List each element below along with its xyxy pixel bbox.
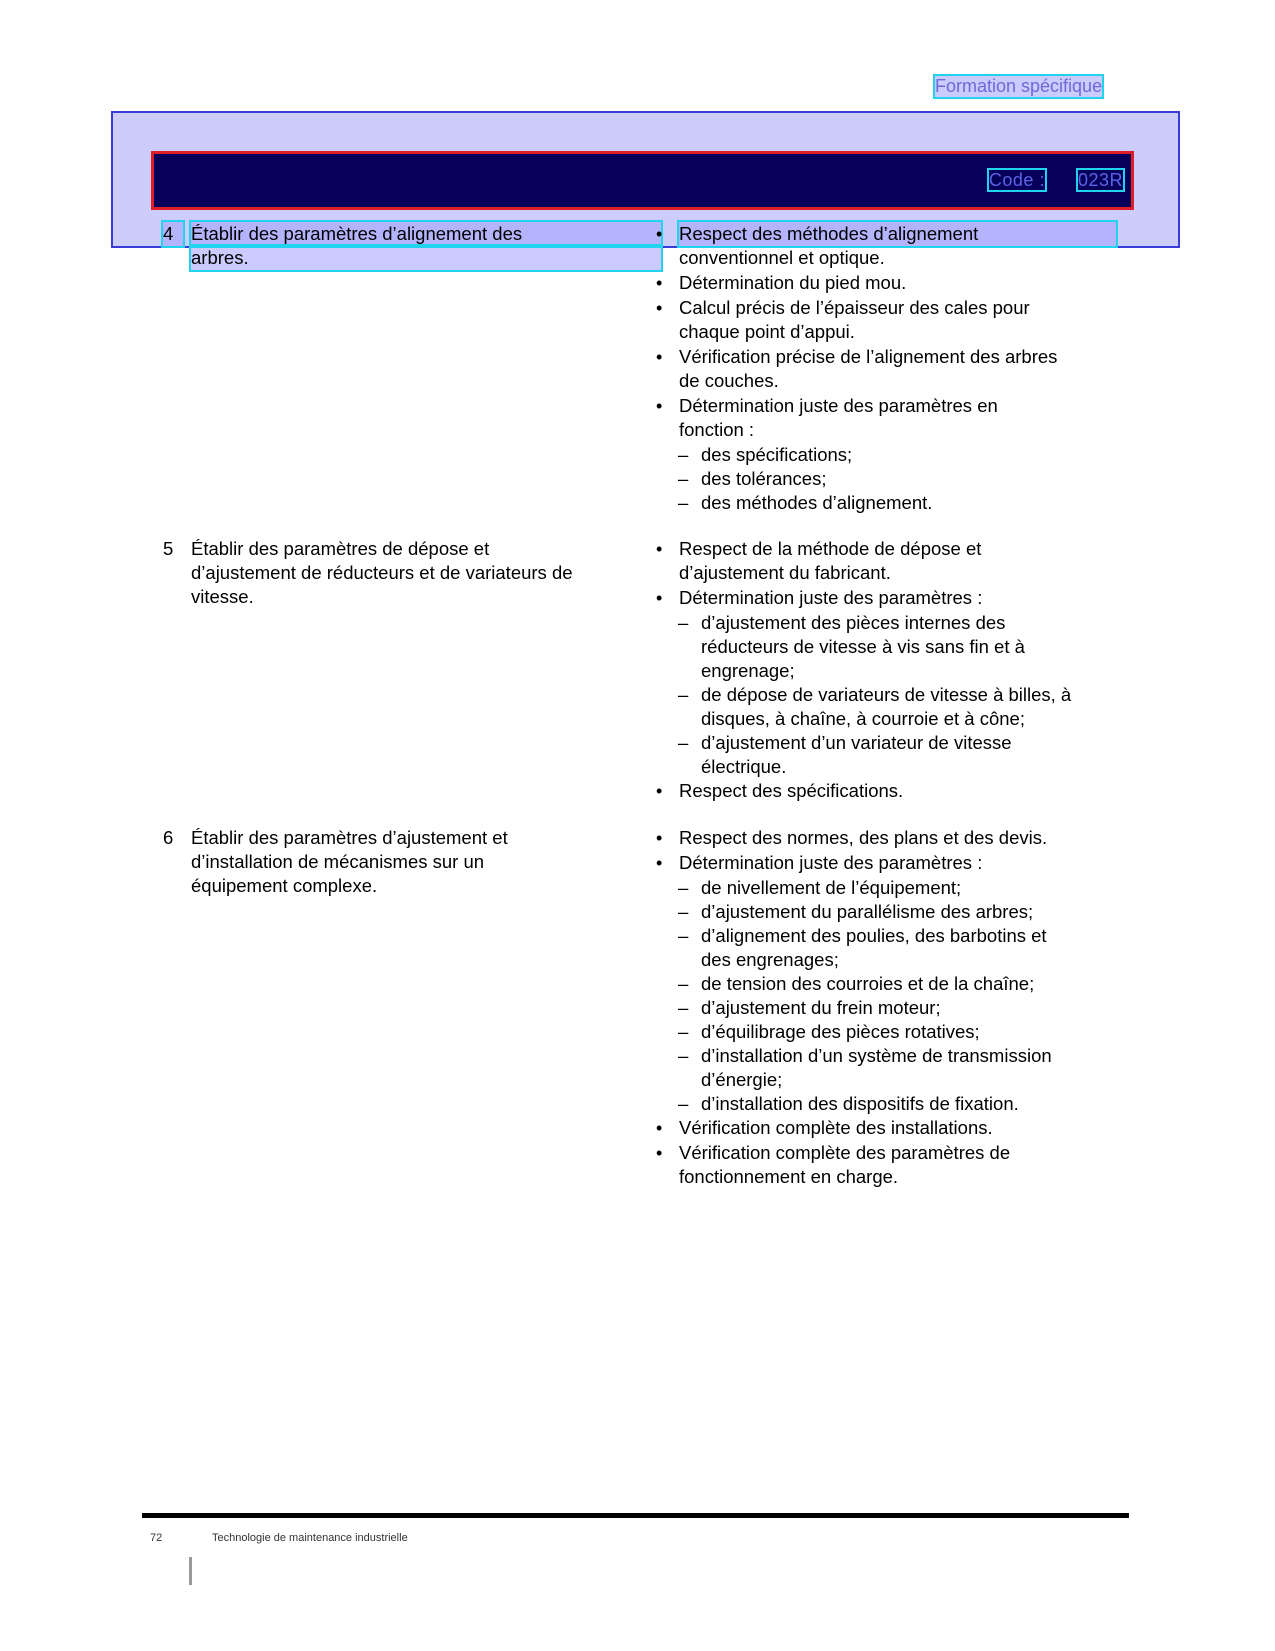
- criterion: [656, 1141, 1116, 1189]
- criterion-line: • Respect des normes, des plans et des devis.: [679, 827, 1048, 848]
- criterion-line: • Vérification complète des paramètres de: [679, 1142, 1011, 1163]
- sub-criterion: [656, 996, 1116, 1020]
- criterion: [656, 345, 1116, 393]
- criterion: [656, 222, 1116, 270]
- sub-criterion-line: des tolérances;: [701, 468, 827, 489]
- title-line: arbres.: [191, 246, 661, 270]
- sub-criterion-line: d’énergie;: [701, 1069, 783, 1090]
- title-line: Établir des paramètres de dépose et: [191, 538, 490, 559]
- competency-title: [191, 222, 661, 270]
- sub-criterion-line: d’équilibrage des pièces rotatives;: [701, 1021, 980, 1042]
- sub-criterion-line: d’ajustement d’un variateur de vitesse: [701, 732, 1012, 753]
- sub-criterion: [656, 1092, 1116, 1116]
- criterion: [656, 394, 1116, 442]
- sub-criterion-line: réducteurs de vitesse à vis sans fin et à: [701, 636, 1025, 657]
- sub-criterion-line: d’ajustement du frein moteur;: [701, 997, 941, 1018]
- criterion-line: fonction :: [679, 419, 755, 440]
- sub-criterion: [656, 467, 1116, 491]
- title-line: vitesse.: [191, 586, 254, 607]
- sub-criterion: [656, 611, 1116, 683]
- sub-criterion-line: engrenage;: [701, 660, 795, 681]
- criterion: [656, 826, 1116, 850]
- title-line: équipement complexe.: [191, 875, 378, 896]
- document-title: Technologie de maintenance industrielle: [212, 1532, 408, 1544]
- criterion: [656, 271, 1116, 295]
- criterion-line: de couches.: [679, 370, 779, 391]
- sub-criterion-line: des méthodes d’alignement.: [701, 492, 933, 513]
- dash-marker: –: [678, 1045, 689, 1066]
- sub-criterion-line: disques, à chaîne, à courroie et à cône;: [701, 708, 1025, 729]
- criterion-line: • Détermination du pied mou.: [679, 272, 907, 293]
- criterion-line: d’ajustement du fabricant.: [679, 562, 891, 583]
- sub-criterion-line: d’ajustement des pièces internes des: [701, 612, 1006, 633]
- dash-marker: –: [678, 492, 689, 513]
- code-value: 023R: [1077, 170, 1123, 190]
- dash-marker: –: [678, 1093, 689, 1114]
- sub-criterion: [656, 683, 1116, 731]
- sub-criterion: [656, 443, 1116, 467]
- code-label: Code :: [988, 170, 1045, 190]
- criterion: [656, 1116, 1116, 1140]
- dash-marker: –: [678, 925, 689, 946]
- sub-criterion: [656, 1020, 1116, 1044]
- sub-criterion-line: de tension des courroies et de la chaîne;: [701, 973, 1035, 994]
- criterion-line: • Détermination juste des paramètres en: [679, 395, 998, 416]
- sub-criterion-line: d’alignement des poulies, des barbotins et: [701, 925, 1047, 946]
- sub-criterion: [656, 731, 1116, 779]
- criterion-line: • Vérification complète des installations.: [679, 1117, 993, 1138]
- criterion-line: • Détermination juste des paramètres :: [679, 852, 983, 873]
- criterion: [656, 779, 1116, 803]
- criterion-line: • Respect des spécifications.: [679, 780, 904, 801]
- competency-number: 5: [163, 538, 174, 559]
- sub-criterion-line: électrique.: [701, 756, 787, 777]
- criterion-line: • Respect de la méthode de dépose et: [679, 538, 982, 559]
- dash-marker: –: [678, 997, 689, 1018]
- sub-criterion-line: de nivellement de l’équipement;: [701, 877, 962, 898]
- title-line: d’ajustement de réducteurs et de variateurs de: [191, 562, 573, 583]
- sub-criterion: [656, 1044, 1116, 1092]
- criterion-line: • Détermination juste des paramètres :: [679, 587, 983, 608]
- sub-criterion-line: d’ajustement du parallélisme des arbres;: [701, 901, 1034, 922]
- sub-criterion-line: de dépose de variateurs de vitesse à billes, à: [701, 684, 1072, 705]
- dash-marker: –: [678, 468, 689, 489]
- title-line: Établir des paramètres d’ajustement et: [191, 827, 508, 848]
- sub-criterion: [656, 972, 1116, 996]
- sub-criterion-line: d’installation d’un système de transmission: [701, 1045, 1052, 1066]
- competency-title: [191, 537, 661, 609]
- dash-marker: –: [678, 901, 689, 922]
- criterion-line: fonctionnement en charge.: [679, 1166, 899, 1187]
- criterion: [656, 851, 1116, 875]
- dash-marker: –: [678, 877, 689, 898]
- title-line: Établir des paramètres d’alignement des: [191, 222, 661, 246]
- title-line: d’installation de mécanismes sur un: [191, 851, 485, 872]
- program-code: [989, 170, 1123, 191]
- criterion-line: • Vérification précise de l’alignement des arbres: [679, 346, 1058, 367]
- sub-criterion: [656, 924, 1116, 972]
- criterion: [656, 586, 1116, 610]
- criterion: [656, 296, 1116, 344]
- code-bar: [151, 151, 1134, 210]
- dash-marker: –: [678, 1021, 689, 1042]
- criterion-line: • Respect des méthodes d’alignement: [679, 222, 1116, 246]
- sub-criterion: [656, 900, 1116, 924]
- sub-criterion-line: d’installation des dispositifs de fixation.: [701, 1093, 1019, 1114]
- dash-marker: –: [678, 684, 689, 705]
- page-footer: [150, 1532, 408, 1544]
- sub-criterion-line: des spécifications;: [701, 444, 853, 465]
- dash-marker: –: [678, 612, 689, 633]
- criteria-list: [656, 537, 1116, 804]
- competency-number: 4: [163, 222, 183, 246]
- criterion-line: conventionnel et optique.: [679, 247, 885, 268]
- sub-criterion-line: des engrenages;: [701, 949, 839, 970]
- dash-marker: –: [678, 444, 689, 465]
- competency-title: [191, 826, 661, 898]
- criterion: [656, 537, 1116, 585]
- sub-criterion: [656, 876, 1116, 900]
- criteria-list: [656, 826, 1116, 1190]
- competency-number: 6: [163, 827, 174, 848]
- criterion-line: • Calcul précis de l’épaisseur des cales pour: [679, 297, 1030, 318]
- footer-rule: [142, 1513, 1129, 1518]
- section-title: Formation spécifique: [935, 76, 1103, 96]
- dash-marker: –: [678, 732, 689, 753]
- dash-marker: –: [678, 973, 689, 994]
- criterion-line: chaque point d’appui.: [679, 321, 855, 342]
- page-number: 72: [150, 1532, 163, 1544]
- sub-criterion: [656, 491, 1116, 515]
- criteria-list: [656, 222, 1116, 515]
- text-cursor: [189, 1557, 192, 1585]
